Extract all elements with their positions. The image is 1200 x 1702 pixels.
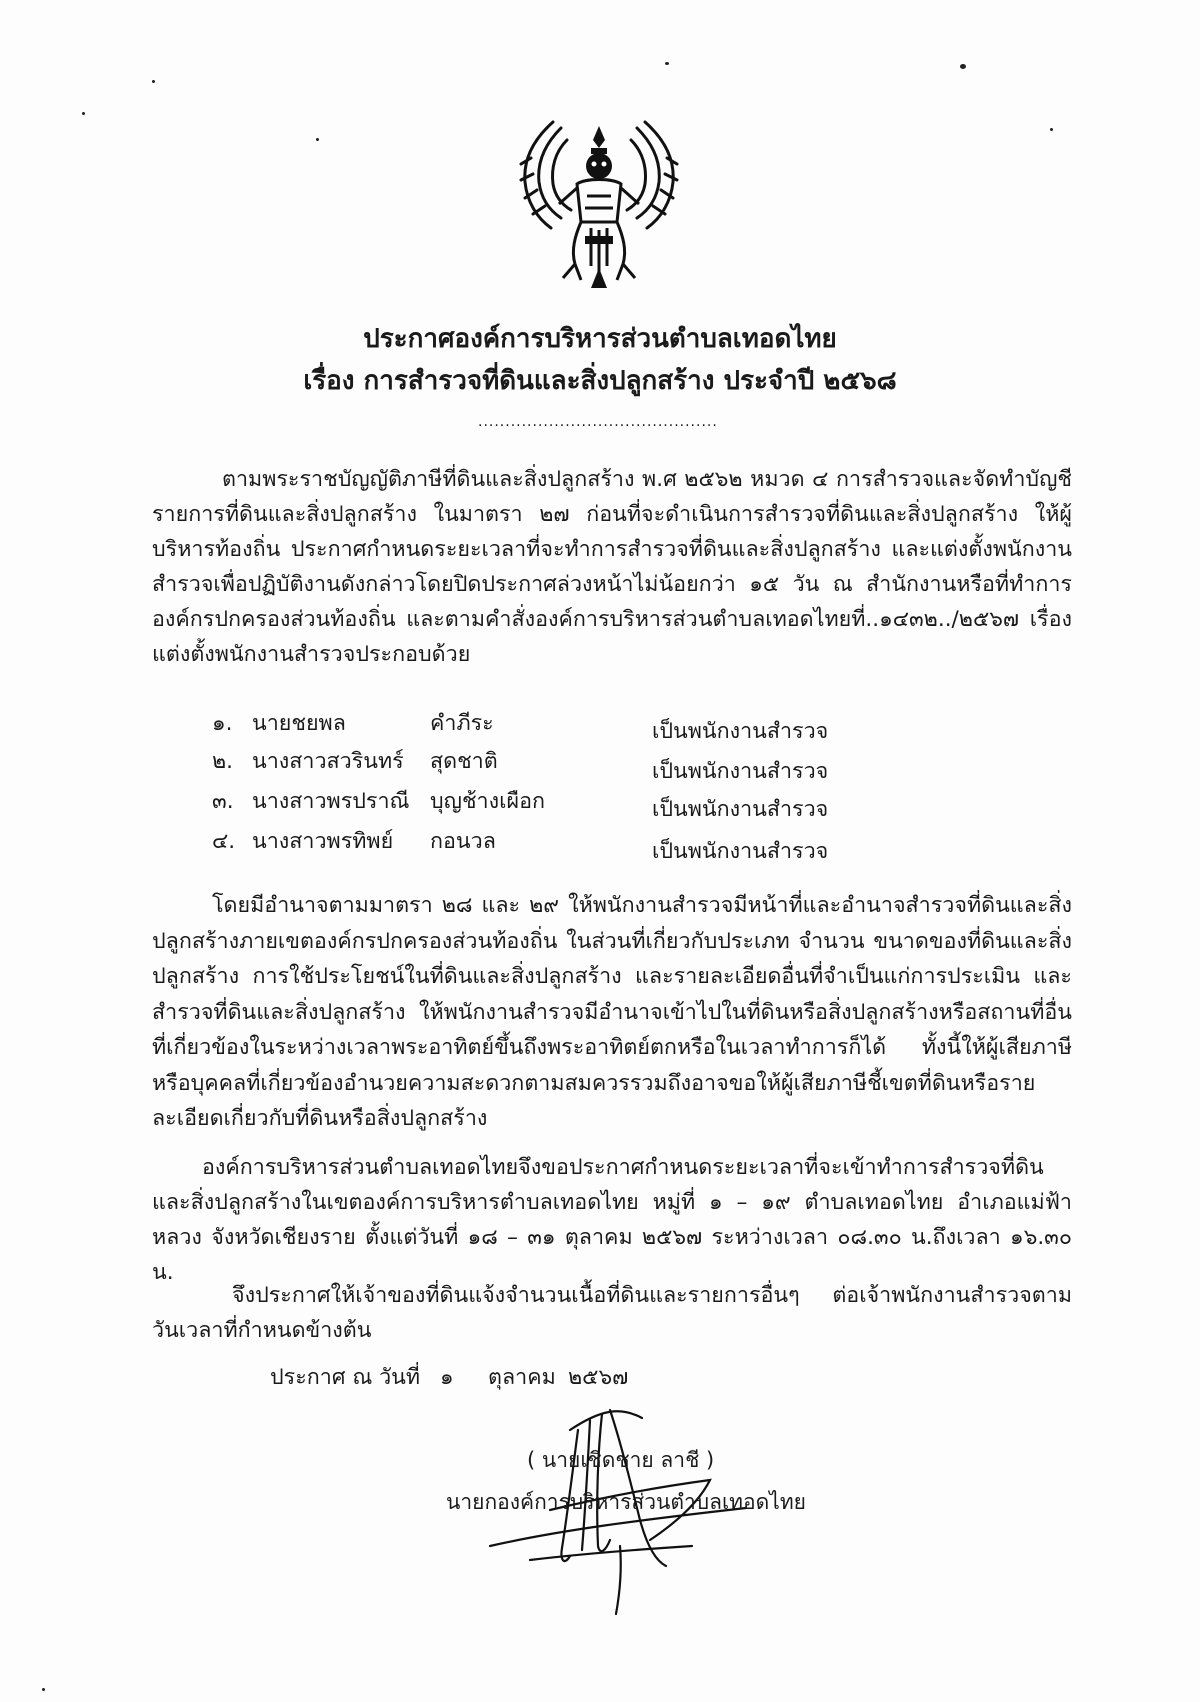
officer-surname: กอนวล [430, 829, 496, 854]
officer-role: เป็นพนักงานสำรวจ [652, 719, 829, 744]
date-year: ๒๕๖๗ [568, 1365, 629, 1390]
paragraph-legal-basis: ตามพระราชบัญญัติภาษีที่ดินและสิ่งปลูกสร้าง พ.ศ ๒๕๖๒ หมวด ๔ การสำรวจและจัดทำบัญชีรายการที่ดินและสิ่งปลูกสร้าง ในมาตรา ๒๗ ก่อนที่จะดำเนินการสำรวจที่ดินและสิ่งปลูกสร้าง ให้ผู้บริหารท้องถิ่น ประกาศกำหนดระยะเวลาที่จะทำการสำรวจที่ดินและสิ่งปลูกสร้าง และแต่งตั้งพนักงานสำรวจเพื่อปฏิบัติงานดังกล่าวโดยปิดประกาศล่วงหน้าไม่น้อยกว่า ๑๕ วัน ณ สำนักงานหรือที่ทำการองค์กรปกครองส่วนท้องถิ่น และตามคำสั่งองค์การบริหารส่วนตำบลเทอดไทยที่..๑๔๓๒../๒๕๖๗ เรื่องแต่งตั้งพนักงานสำรวจประกอบด้วย [152, 467, 1072, 667]
officer-role: เป็นพนักงานสำรวจ [652, 759, 829, 784]
date-day: ๑ [440, 1365, 454, 1390]
separator-line: ............................................ [478, 414, 718, 430]
officer-name: นางสาวสวรินทร์ [252, 749, 404, 774]
officer-number: ๓. [212, 789, 234, 814]
scan-speck [152, 80, 155, 83]
scan-speck [42, 1688, 45, 1691]
announcement-title: ประกาศองค์การบริหารส่วนตำบลเทอดไทย [363, 324, 837, 354]
officer-role: เป็นพนักงานสำรวจ [652, 797, 829, 822]
scan-speck [665, 62, 669, 65]
officer-role: เป็นพนักงานสำรวจ [652, 839, 829, 864]
scan-speck [82, 112, 85, 115]
garuda-emblem-icon [515, 118, 683, 296]
officer-name: นายชยพล [252, 711, 346, 736]
paragraph-officer-authority: โดยมีอำนาจตามมาตรา ๒๘ และ ๒๙ ให้พนักงานสำรวจมีหน้าที่และอำนาจสำรวจที่ดินและสิ่งปลูกสร้างภายเขตองค์กรปกครองส่วนท้องถิ่น ในส่วนที่เกี่ยวกับประเภท จำนวน ขนาดของที่ดินและสิ่งปลูกสร้าง การใช้ประโยชน์ในที่ดินและสิ่งปลูกสร้าง และรายละเอียดอื่นที่จำเป็นแก่การประเมิน และสำรวจที่ดินและสิ่งปลูกสร้าง ให้พนักงานสำรวจมีอำนาจเข้าไปในที่ดินหรือสิ่งปลูกสร้างหรือสถานที่อื่นที่เกี่ยวข้องในระหว่างเวลาพระอาทิตย์ขึ้นถึงพระอาทิตย์ตกหรือในเวลาทำการก็ได้ ทั้งนี้ให้ผู้เสียภาษีหรือบุคคลที่เกี่ยวข้องอำนวยความสะดวกตามสมควรรวมถึงอาจขอให้ผู้เสียภาษีชี้เขตที่ดินหรือรายละเอียดเกี่ยวกับที่ดินหรือสิ่งปลูกสร้าง [152, 893, 1072, 1131]
officer-name: นางสาวพรทิพย์ [252, 829, 394, 854]
scan-speck [960, 64, 966, 69]
officer-surname: สุดชาติ [430, 749, 498, 774]
officer-surname: บุญช้างเผือก [430, 789, 546, 814]
paragraph-owner-notice: จึงประกาศให้เจ้าของที่ดินแจ้งจำนวนเนื้อที่ดินและรายการอื่นๆ ต่อเจ้าพนักงานสำรวจตามวันเวลาที่กำหนดข้างต้น [152, 1283, 1072, 1343]
scan-speck [316, 138, 319, 141]
date-prefix: ประกาศ ณ วันที่ [270, 1365, 421, 1390]
paragraph-survey-schedule: องค์การบริหารส่วนตำบลเทอดไทยจึงขอประกาศกำหนดระยะเวลาที่จะเข้าทำการสำรวจที่ดินและสิ่งปลูกสร้างในเขตองค์การบริหารตำบลเทอดไทย หมู่ที่ ๑ – ๑๙ ตำบลเทอดไทย อำเภอแม่ฟ้าหลวง จังหวัดเชียงราย ตั้งแต่วันที่ ๑๘ – ๓๑ ตุลาคม ๒๕๖๗ ระหว่างเวลา ๐๘.๓๐ น.ถึงเวลา ๑๖.๓๐ น. [152, 1155, 1072, 1285]
officer-surname: คำภีระ [430, 711, 494, 736]
signer-position: นายกองค์การบริหารส่วนตำบลเทอดไทย [446, 1490, 806, 1514]
scan-speck [1050, 128, 1053, 131]
officer-number: ๑. [212, 711, 233, 736]
handwritten-signature [470, 1370, 770, 1670]
officer-number: ๒. [212, 749, 234, 774]
officer-name: นางสาวพรปราณี [252, 789, 410, 814]
announcement-subject: เรื่อง การสำรวจที่ดินและสิ่งปลูกสร้าง ประจำปี ๒๕๖๘ [303, 366, 897, 396]
date-month: ตุลาคม [488, 1365, 556, 1390]
officer-number: ๔. [212, 829, 236, 854]
signer-name: ( นายเชิดชาย ลาชี ) [527, 1448, 715, 1472]
